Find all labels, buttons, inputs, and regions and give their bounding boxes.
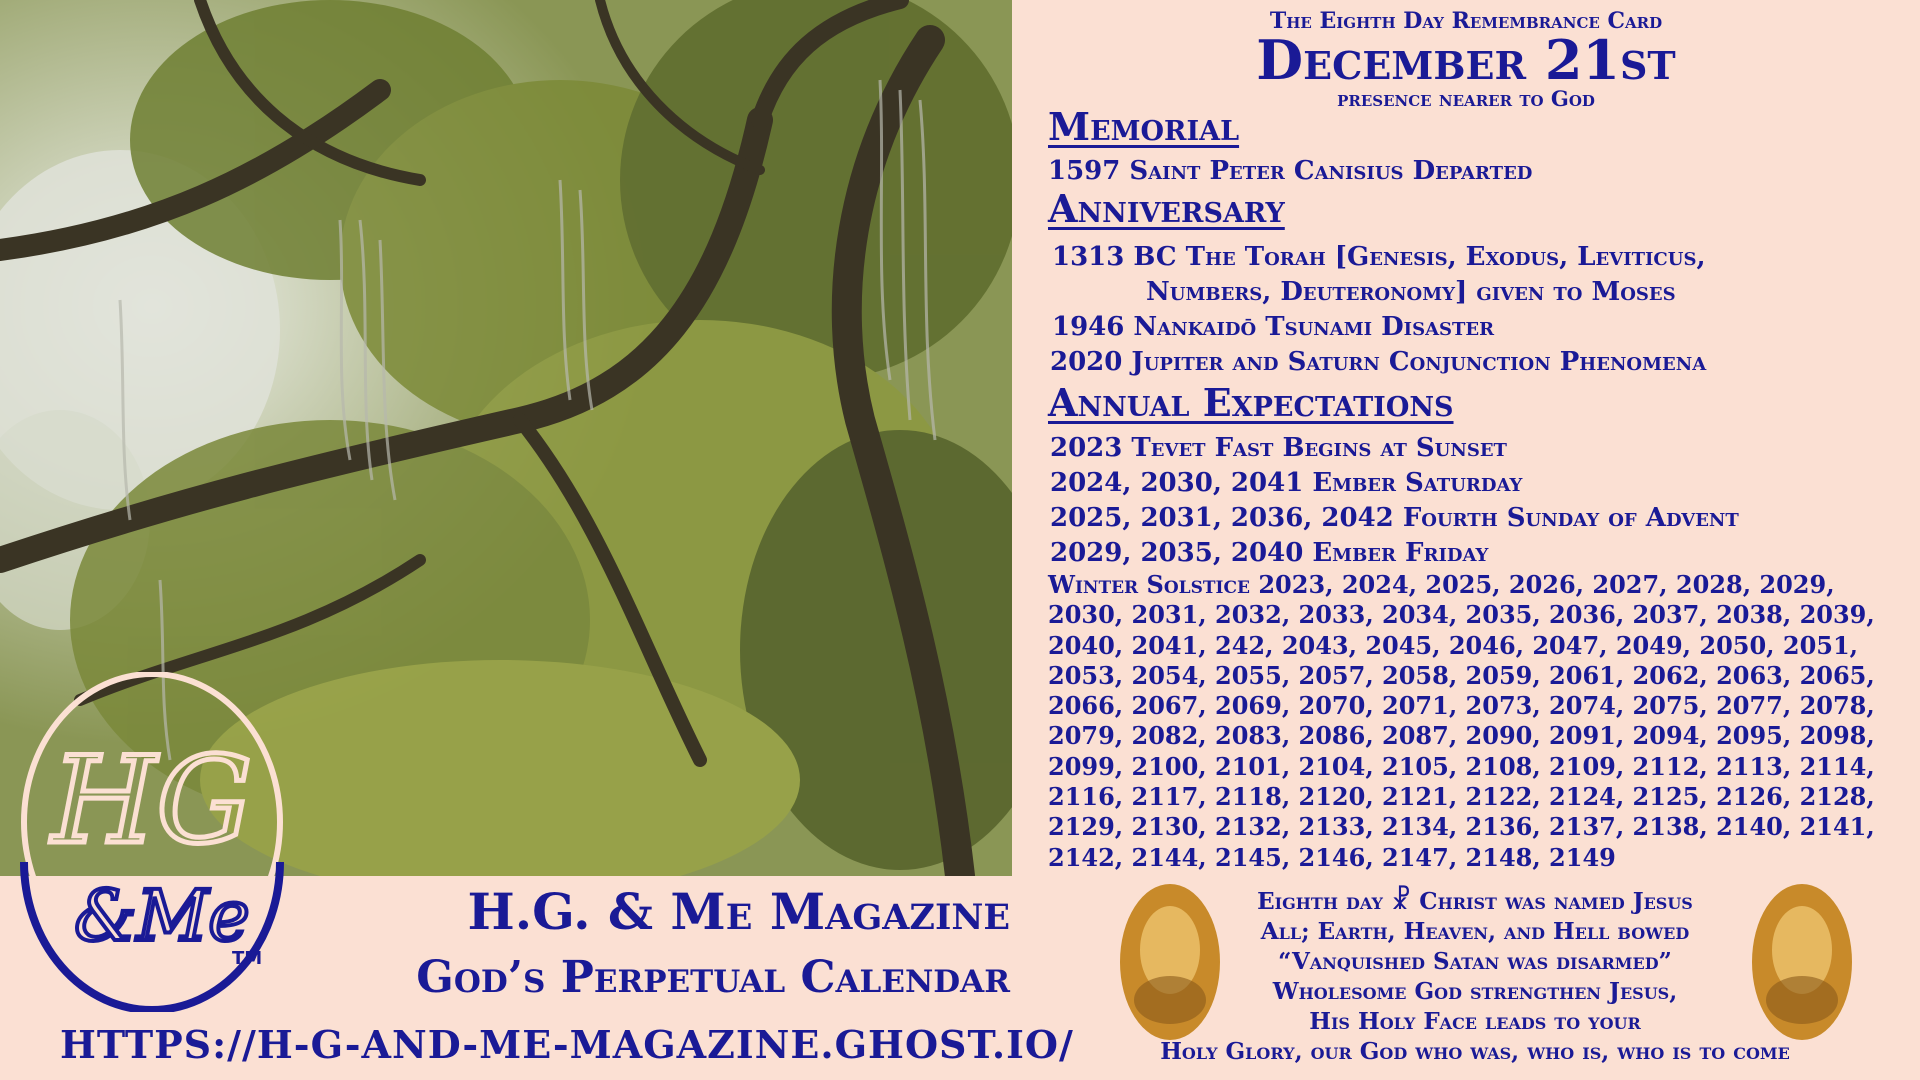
verse-text: Christ was named Jesus (1419, 888, 1693, 915)
winter-solstice-years: Winter Solstice 2023, 2024, 2025, 2026, 2027, 2028, 2029, 2030, 2031, 2032, 2033, 2034, 2035, 2036, 2037, 2038, 2039, 2040, 2041, 242, 2043, 2045, 2046, 2047, 2049, 2050, 2051, 2053, 2054, 2055, 2057, 2058, 2059, 2061, 2062, 2063, 2065, 2066, 2067, 2069, 2070, 2071, 2073, 2074, 2075, 2077, 2078, 2079, 2082, 2083, 2086, 2087, 2090, 2091, 2094, 2095, 2098, 2099, 2100, 2101, 2104, 2105, 2108, 2109, 2112, 2113, 2114, 2116, 2117, 2118, 2120, 2121, 2122, 2124, 2125, 2126, 2128, 2129, 2130, 2132, 2133, 2134, 2136, 2137, 2138, 2140, 2141, 2142, 2144, 2145, 2146, 2147, 2148, 2149 (1048, 570, 1875, 872)
verse-line-4: Wholesome God strengthen Jesus, (1272, 978, 1678, 1005)
anniversary-item: 1946 Nankaidō Tsunami Disaster (1052, 312, 1495, 342)
verse-line-2: All; Earth, Heaven, and Hell bowed (1260, 918, 1690, 945)
anniversary-heading: Anniversary (1048, 186, 1285, 231)
anniversary-item: Numbers, Deuteronomy] given to Moses (1146, 277, 1676, 307)
annual-item: 2025, 2031, 2036, 2042 Fourth Sunday of Advent (1050, 503, 1739, 533)
annual-item: 2029, 2035, 2040 Ember Friday (1050, 538, 1489, 568)
card-tagline: presence nearer to God (1337, 86, 1595, 111)
verse-line-3: “Vanquished Satan was disarmed” (1278, 948, 1672, 975)
magazine-title: H.G. & Me Magazine (467, 882, 1010, 941)
magazine-subtitle: God’s Perpetual Calendar (416, 952, 1010, 1003)
memorial-heading: Memorial (1048, 104, 1240, 149)
chi-rho-icon: ☧ (1390, 886, 1412, 916)
memorial-item: 1597 Saint Peter Canisius Departed (1048, 156, 1533, 186)
verse-block (1100, 886, 1850, 1067)
svg-text:HG: HG (51, 732, 253, 871)
anniversary-item: 1313 BC The Torah [Genesis, Exodus, Leviticus, (1052, 242, 1706, 272)
annual-item: 2023 Tevet Fast Begins at Sunset (1050, 433, 1507, 463)
verse-line-6: Holy Glory, our God who was, who is, who is to come (1160, 1038, 1790, 1065)
verse-line-5: His Holy Face leads to your (1309, 1008, 1641, 1035)
trademark-mark: TM (232, 948, 263, 969)
card-date: December 21st (1256, 28, 1676, 92)
svg-text:&Me: &Me (74, 875, 250, 957)
verse-line-1 (1100, 886, 1850, 917)
annual-expectations-heading: Annual Expectations (1048, 380, 1454, 425)
card-label: The Eighth Day Remembrance Card (1269, 8, 1663, 34)
anniversary-item: 2020 Jupiter and Saturn Conjunction Phenomena (1050, 347, 1707, 377)
verse-text: Eighth day (1257, 888, 1383, 915)
magazine-url-link[interactable]: HTTPS://H-G-AND-ME-MAGAZINE.GHOST.IO/ (60, 1022, 1074, 1067)
annual-item: 2024, 2030, 2041 Ember Saturday (1050, 468, 1523, 498)
